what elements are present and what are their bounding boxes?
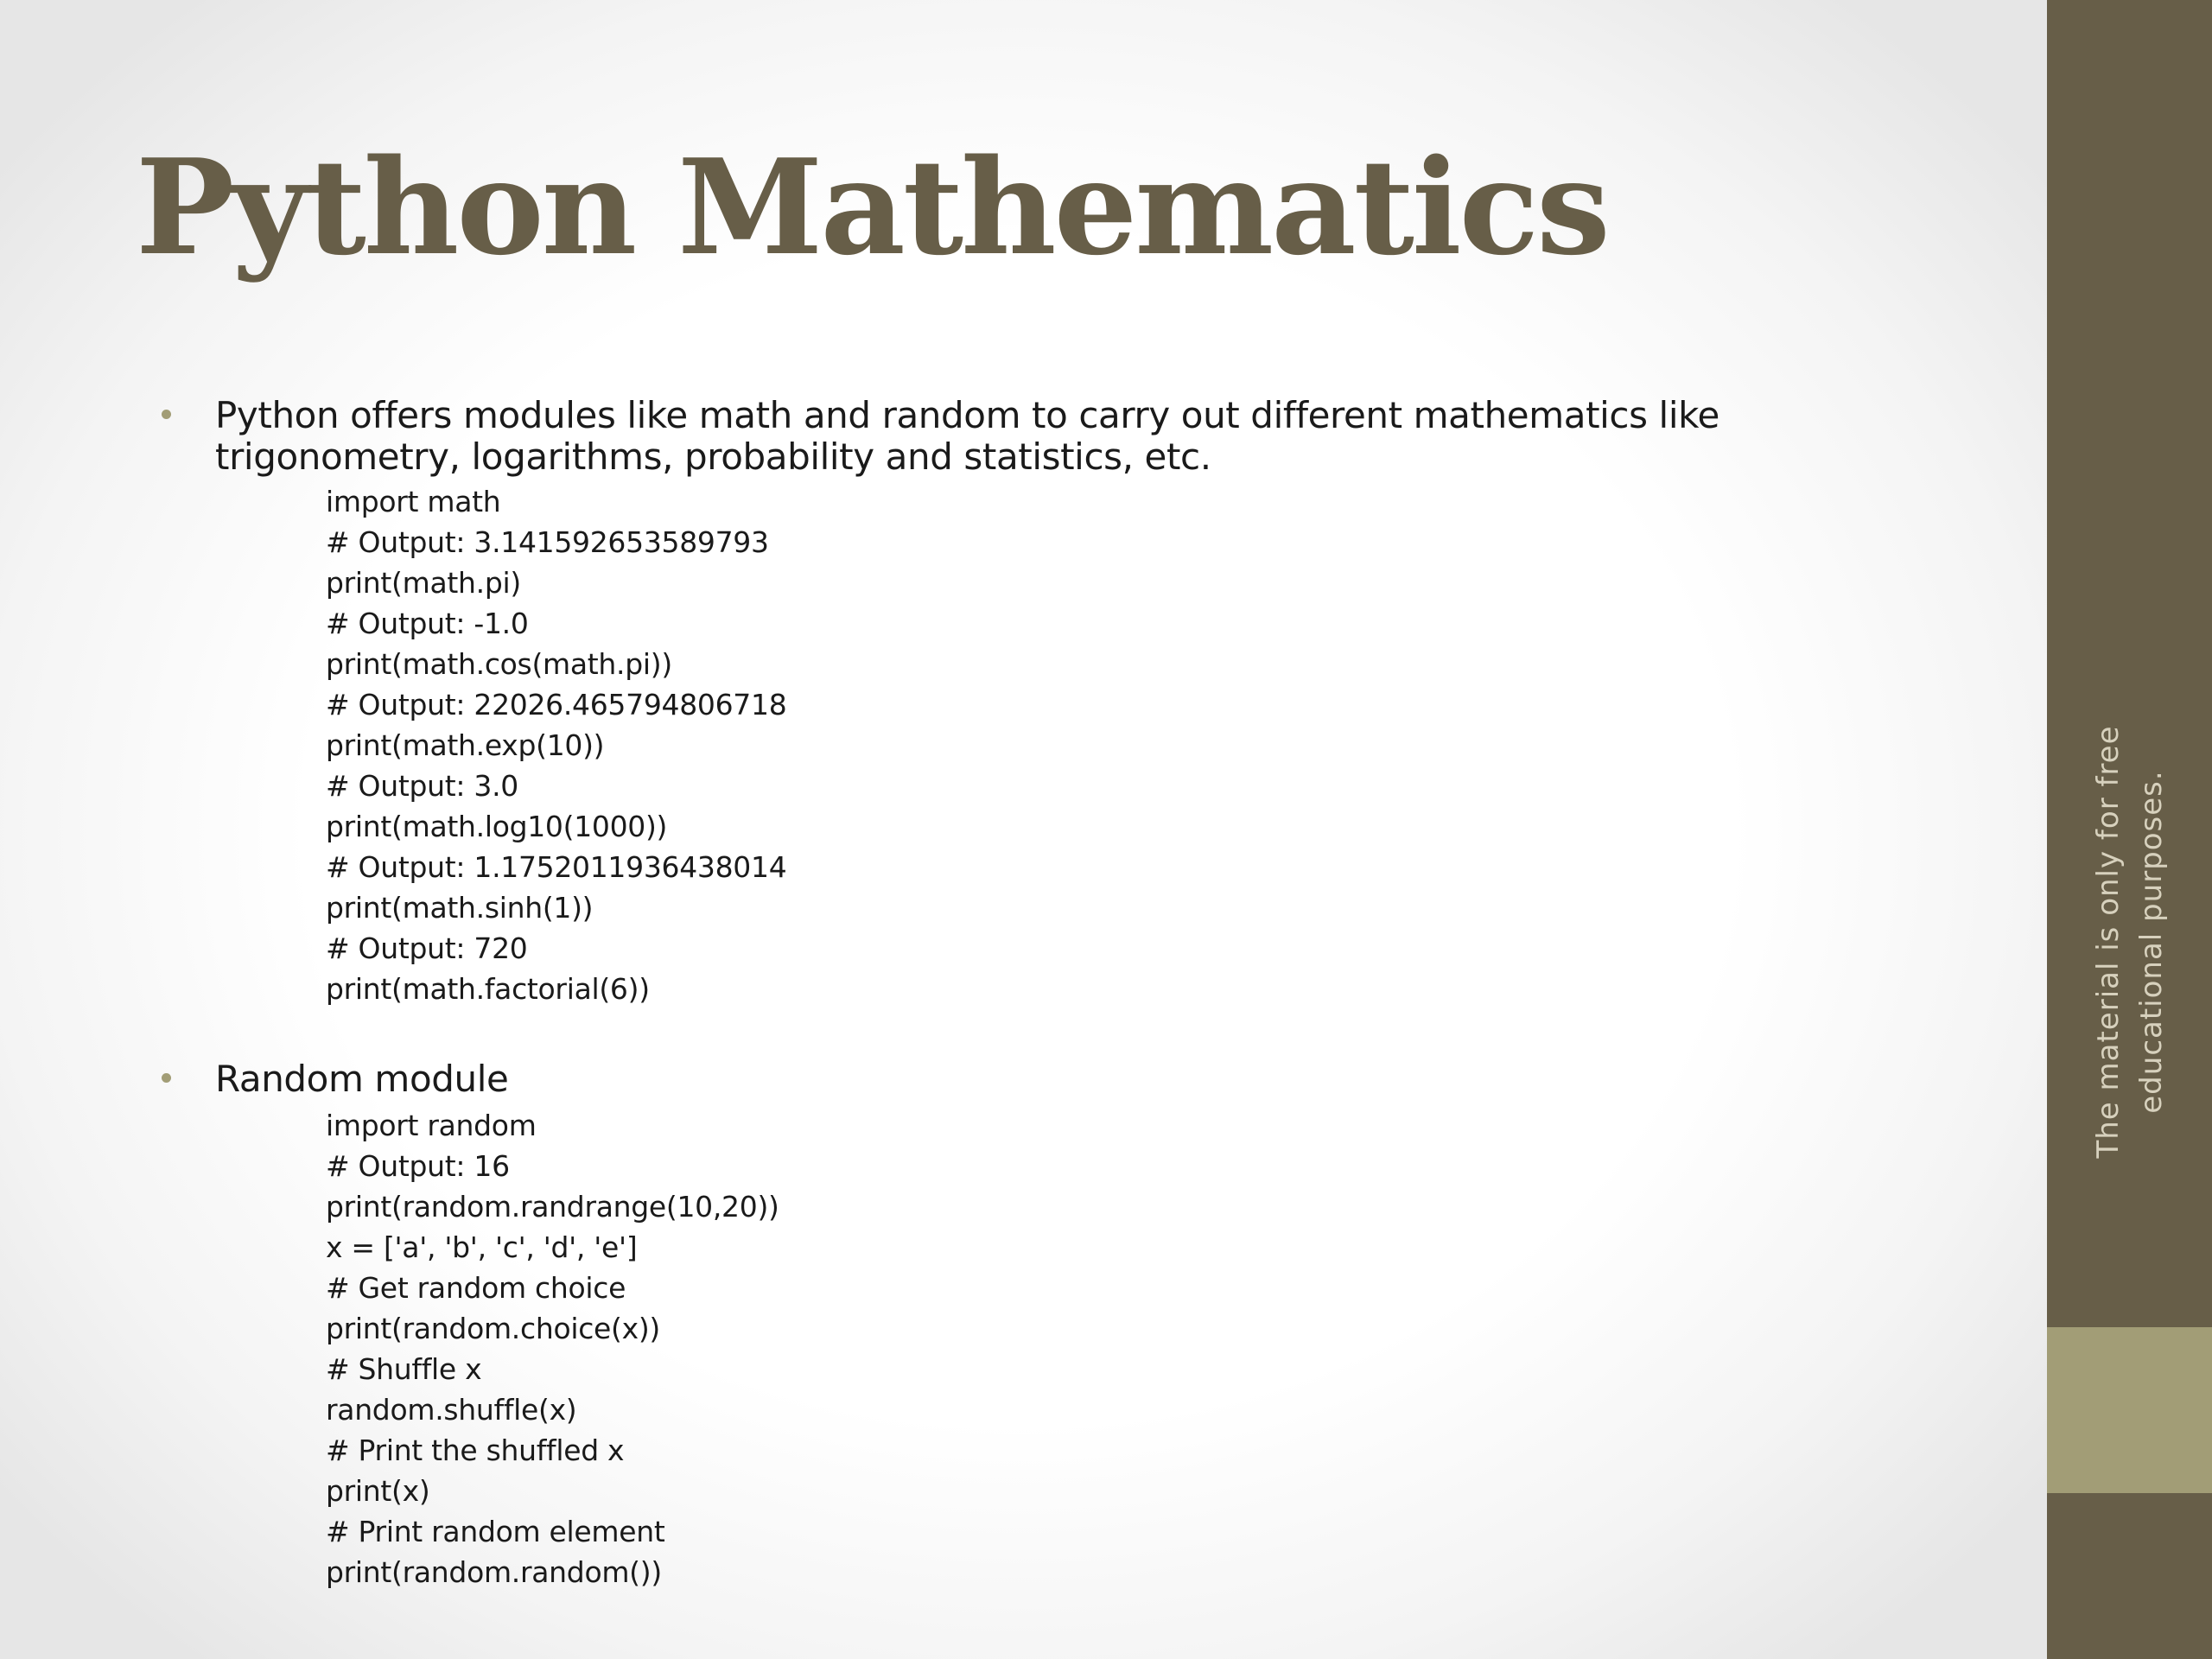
code-line: random.shuffle(x) xyxy=(326,1393,577,1427)
code-line: # Print random element xyxy=(326,1515,665,1548)
code-line: print(math.cos(math.pi)) xyxy=(326,647,672,681)
side-accent-block xyxy=(2047,1327,2212,1493)
code-line: print(math.exp(10)) xyxy=(326,728,605,762)
code-line: print(x) xyxy=(326,1474,430,1508)
code-block-math xyxy=(326,481,786,1009)
code-line: # Output: 22026.465794806718 xyxy=(326,688,787,721)
code-line: x = ['a', 'b', 'c', 'd', 'e'] xyxy=(326,1230,638,1264)
code-line: # Output: 1.1752011936438014 xyxy=(326,850,787,884)
code-line: # Get random choice xyxy=(326,1271,626,1305)
bullet-1-text: Python offers modules like math and random to carry out different mathematics like trigonometry, logarithms, probability and statistics, etc. xyxy=(215,394,1719,478)
code-line: # Output: -1.0 xyxy=(326,607,529,640)
bullet-dot xyxy=(162,1073,171,1083)
code-block-random xyxy=(326,1105,779,1592)
code-line: print(math.factorial(6)) xyxy=(326,972,650,1006)
code-line: # Print the shuffled x xyxy=(326,1433,625,1467)
bullet-dot xyxy=(162,410,171,419)
side-note: The material is only for free educational purposes. xyxy=(2091,725,2169,1159)
code-line: # Output: 16 xyxy=(326,1149,510,1183)
code-line: # Output: 720 xyxy=(326,931,528,965)
bullet-2-text: Random module xyxy=(215,1058,509,1100)
code-line: import random xyxy=(326,1109,537,1142)
code-line: print(random.random()) xyxy=(326,1555,662,1589)
code-line: print(random.randrange(10,20)) xyxy=(326,1190,779,1224)
code-line: # Output: 3.0 xyxy=(326,769,518,803)
code-line: print(math.pi) xyxy=(326,566,521,600)
code-line: print(math.log10(1000)) xyxy=(326,810,668,843)
code-line: print(math.sinh(1)) xyxy=(326,891,594,925)
code-line: # Output: 3.141592653589793 xyxy=(326,525,769,559)
slide-title: Python Mathematics xyxy=(136,130,1608,284)
code-line: print(random.choice(x)) xyxy=(326,1312,661,1345)
code-line: # Shuffle x xyxy=(326,1352,482,1386)
code-line: import math xyxy=(326,485,501,518)
